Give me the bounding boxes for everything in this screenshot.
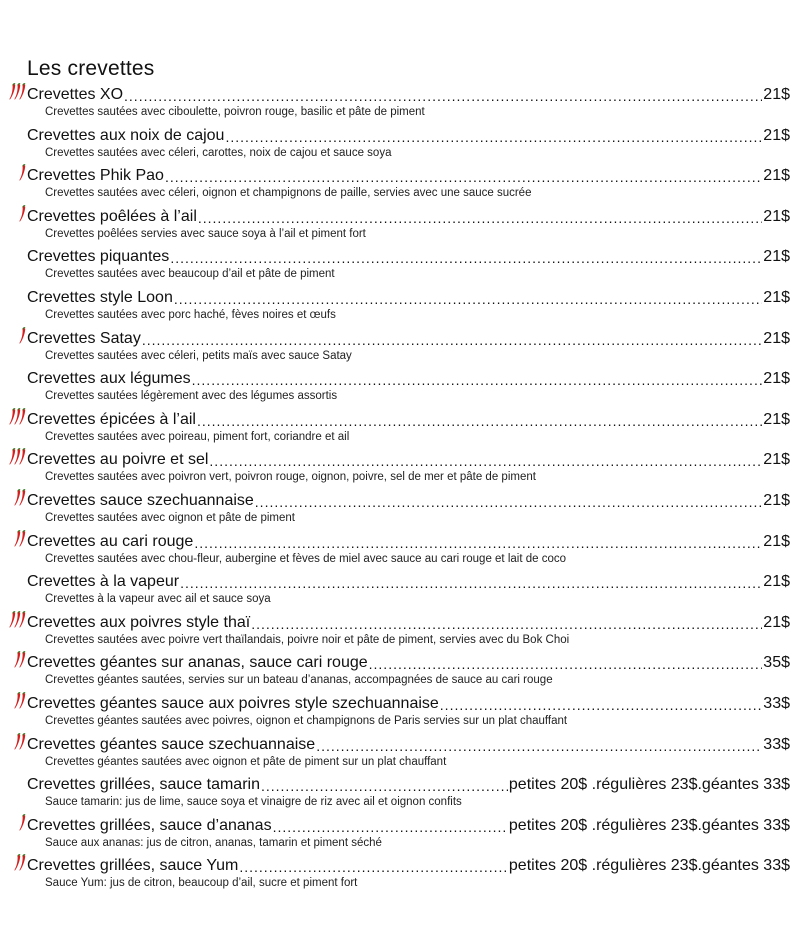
dish-name: Crevettes sauce szechuannaise [27, 491, 254, 509]
dish-description: Sauce tamarin: jus de lime, sauce soya et vinaigre de riz avec ail et oignon confits [45, 796, 462, 809]
chili-pepper-icon [19, 448, 26, 470]
dish-price: 21$ [763, 451, 790, 469]
dot-leader [255, 494, 763, 510]
dish-name: Crevettes poêlées à l’ail [27, 207, 197, 225]
dish-price: 21$ [763, 329, 790, 347]
dish-name: Crevettes au cari rouge [27, 532, 194, 550]
dish-description: Sauce aux ananas: jus de citron, ananas, tamarin et piment séché [45, 836, 382, 849]
chili-rating [4, 369, 26, 389]
chili-pepper-icon [19, 611, 26, 633]
dot-leader [124, 88, 762, 104]
chili-pepper-icon [19, 733, 26, 755]
chili-pepper-icon [19, 651, 26, 673]
dish-price: 21$ [763, 532, 790, 550]
chili-rating [4, 166, 26, 186]
dish-price: 21$ [763, 86, 790, 103]
menu-item [0, 246, 800, 287]
dish-name: Crevettes aux poivres style thaï [27, 613, 251, 631]
chili-pepper-icon [19, 692, 26, 714]
chili-rating [4, 207, 26, 227]
chili-rating [4, 450, 26, 470]
menu-item [0, 287, 800, 328]
dot-leader [142, 332, 762, 348]
chili-rating [4, 816, 26, 836]
dish-name: Crevettes géantes sauce szechuannaise [27, 735, 316, 753]
dish-description: Crevettes poêlées servies avec sauce soya à l’ail et piment fort [45, 227, 366, 240]
menu-item [0, 165, 800, 206]
dish-description: Crevettes géantes sautées avec poivres, oignon et champignons de Paris servies sur un plat chauffant [45, 714, 568, 727]
chili-rating [4, 410, 26, 430]
menu-item [0, 368, 800, 409]
dish-price: 21$ [763, 410, 790, 428]
page-title: Les crevettes [27, 57, 155, 80]
chili-rating [4, 247, 26, 267]
dot-leader [197, 413, 762, 429]
menu-item [0, 328, 800, 369]
dish-name: Crevettes piquantes [27, 248, 170, 266]
dish-description: Crevettes sautées avec céleri, carottes, noix de cajou et sauce soya [45, 146, 392, 159]
menu-item [0, 734, 800, 775]
dot-leader [165, 169, 762, 185]
dish-name: Crevettes Phik Pao [27, 167, 164, 185]
dish-description: Crevettes sautées avec oignon et pâte de piment [45, 511, 295, 524]
chili-rating [4, 85, 26, 105]
dot-leader [209, 453, 762, 469]
dish-description: Crevettes sautées avec porc haché, fèves noires et œufs [45, 308, 336, 321]
menu-item [0, 855, 800, 896]
menu-item [0, 531, 800, 572]
dot-leader [239, 859, 508, 875]
dot-leader [369, 656, 763, 672]
menu-item [0, 815, 800, 856]
dish-description: Crevettes sautées avec poivron vert, poivron rouge, oignon, poivre, sel de mer et pâte de piment [45, 471, 536, 484]
dish-description: Sauce Yum: jus de citron, beaucoup d’ail, sucre et piment fort [45, 877, 358, 890]
chili-rating [4, 329, 26, 349]
dish-price: 21$ [763, 207, 790, 225]
dot-leader [440, 697, 763, 713]
menu-item [0, 125, 800, 166]
dot-leader [198, 210, 762, 226]
chili-pepper-icon [19, 164, 26, 186]
dish-price: 21$ [763, 370, 790, 388]
dish-name: Crevettes géantes sauce aux poivres style szechuannaise [27, 694, 439, 712]
chili-pepper-icon [19, 489, 26, 511]
chili-pepper-icon [19, 854, 26, 876]
dish-price: 35$ [763, 654, 790, 672]
dot-leader [251, 616, 762, 632]
dot-leader [170, 250, 762, 266]
dot-leader [180, 575, 762, 591]
dish-description: Crevettes sautées avec beaucoup d’ail et pâte de piment [45, 268, 335, 281]
dot-leader [225, 129, 762, 145]
dish-name: Crevettes géantes sur ananas, sauce cari rouge [27, 654, 368, 672]
chili-pepper-icon [19, 814, 26, 836]
menu-item [0, 571, 800, 612]
dot-leader [273, 819, 508, 835]
dish-description: Crevettes sautées avec poivre vert thaïlandais, poivre noir et pâte de piment, servies avec du Bok Choi [45, 633, 570, 646]
dish-price: 21$ [763, 491, 790, 509]
dish-price: 21$ [763, 167, 790, 185]
dish-name: Crevettes épicées à l’ail [27, 410, 196, 428]
dish-price: 21$ [763, 126, 790, 144]
chili-rating [4, 288, 26, 308]
menu-list [0, 84, 800, 896]
menu-item [0, 612, 800, 653]
dish-description: Crevettes à la vapeur avec ail et sauce soya [45, 593, 271, 606]
chili-rating [4, 126, 26, 146]
chili-rating [4, 491, 26, 511]
dish-price: 21$ [763, 248, 790, 266]
chili-rating [4, 572, 26, 592]
chili-pepper-icon [19, 327, 26, 349]
dish-name: Crevettes Satay [27, 329, 141, 347]
chili-rating [4, 613, 26, 633]
chili-pepper-icon [19, 83, 26, 105]
dot-leader [174, 291, 762, 307]
menu-item [0, 652, 800, 693]
menu-item [0, 774, 800, 815]
dish-price: 21$ [763, 613, 790, 631]
menu-item [0, 490, 800, 531]
dish-name: Crevettes style Loon [27, 288, 173, 306]
dot-leader [316, 738, 762, 754]
dish-price: 33$ [763, 735, 790, 753]
chili-rating [4, 653, 26, 673]
dot-leader [192, 372, 763, 388]
menu-item [0, 693, 800, 734]
dish-description: Crevettes sautées avec poireau, piment fort, coriandre et ail [45, 430, 350, 443]
dish-description: Crevettes géantes sautées avec oignon et pâte de piment sur un plat chauffant [45, 755, 447, 768]
chili-pepper-icon [19, 408, 26, 430]
dish-name: Crevettes à la vapeur [27, 573, 180, 591]
chili-rating [4, 694, 26, 714]
chili-pepper-icon [19, 530, 26, 552]
menu-item [0, 206, 800, 247]
dish-description: Crevettes sautées légèrement avec des légumes assortis [45, 390, 338, 403]
dish-description: Crevettes sautées avec chou-fleur, aubergine et fèves de miel avec sauce au cari rouge et lait de coco [45, 552, 566, 565]
dish-description: Crevettes géantes sautées, servies sur un bateau d’ananas, accompagnées de sauce au cari rouge [45, 674, 553, 687]
dish-description: Crevettes sautées avec céleri, petits maïs avec sauce Satay [45, 349, 352, 362]
size-prices: petites 20$ .régulières 23$.géantes 33$ [508, 776, 790, 794]
size-prices: petites 20$ .régulières 23$.géantes 33$ [508, 816, 790, 834]
dish-name: Crevettes grillées, sauce Yum [27, 857, 239, 875]
size-prices: petites 20$ .régulières 23$.géantes 33$ [508, 857, 790, 875]
dish-name: Crevettes XO [27, 86, 124, 103]
dish-name: Crevettes grillées, sauce tamarin [27, 776, 260, 794]
dish-name: Crevettes au poivre et sel [27, 451, 209, 469]
chili-rating [4, 735, 26, 755]
dish-description: Crevettes sautées avec ciboulette, poivron rouge, basilic et pâte de piment [45, 106, 425, 118]
dish-name: Crevettes grillées, sauce d’ananas [27, 816, 272, 834]
dish-name: Crevettes aux légumes [27, 370, 191, 388]
chili-rating [4, 856, 26, 876]
chili-rating [4, 775, 26, 795]
menu-item [0, 409, 800, 450]
menu-item [0, 449, 800, 490]
dish-price: 21$ [763, 573, 790, 591]
dish-price: 21$ [763, 288, 790, 306]
chili-rating [4, 532, 26, 552]
chili-pepper-icon [19, 205, 26, 227]
dish-name: Crevettes aux noix de cajou [27, 126, 225, 144]
dot-leader [261, 778, 508, 794]
menu-item [0, 84, 800, 125]
dish-price: 33$ [763, 694, 790, 712]
dot-leader [194, 535, 762, 551]
dish-description: Crevettes sautées avec céleri, oignon et champignons de paille, servies avec une sauce sucrée [45, 187, 532, 200]
